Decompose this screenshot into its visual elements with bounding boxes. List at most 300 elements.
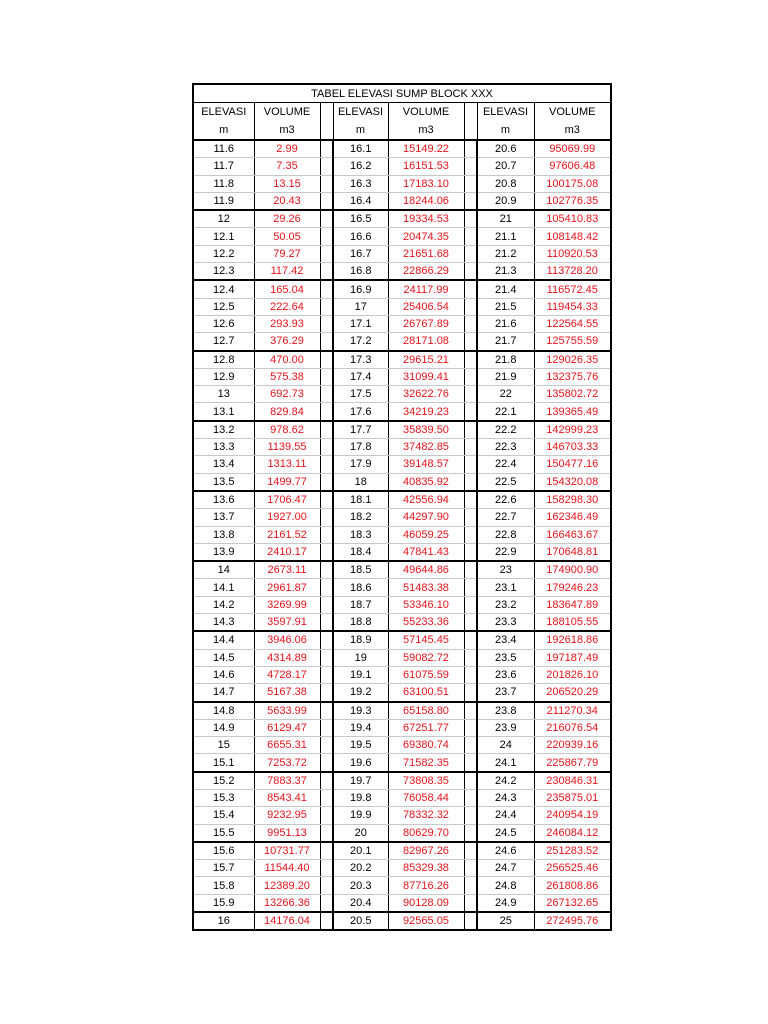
elevasi-cell: 13.4: [193, 456, 254, 473]
volume-cell: 25406.54: [388, 298, 464, 315]
elevasi-cell: 25: [477, 912, 534, 930]
elevasi-cell: 14.4: [193, 631, 254, 649]
elevasi-cell: 11.7: [193, 158, 254, 175]
volume-cell: 216076.54: [534, 719, 611, 736]
table-row: [193, 807, 611, 824]
volume-cell: 40835.92: [388, 473, 464, 491]
elevasi-cell: 19.2: [333, 684, 388, 702]
table-row: [193, 543, 611, 561]
column-gap: [320, 140, 333, 158]
volume-cell: 71582.35: [388, 754, 464, 772]
volume-cell: 11544.40: [254, 860, 320, 877]
column-gap: [464, 807, 477, 824]
elevasi-cell: 16.5: [333, 210, 388, 228]
column-gap: [464, 386, 477, 403]
volume-cell: 197187.49: [534, 649, 611, 666]
elevasi-cell: 15.6: [193, 842, 254, 860]
table-row: [193, 737, 611, 754]
column-gap: [464, 456, 477, 473]
elevasi-cell: 19.4: [333, 719, 388, 736]
column-gap: [320, 192, 333, 210]
volume-cell: 18244.06: [388, 192, 464, 210]
header-elevasi-1: ELEVASI: [193, 103, 254, 122]
elevasi-cell: 24.8: [477, 877, 534, 894]
unit-volume-2: m3: [388, 121, 464, 140]
table-row: [193, 210, 611, 228]
elevasi-cell: 22.4: [477, 456, 534, 473]
table-row: [193, 666, 611, 683]
column-gap: [464, 543, 477, 561]
column-gap: [464, 298, 477, 315]
column-gap: [320, 315, 333, 332]
elevasi-cell: 21.2: [477, 245, 534, 262]
column-gap: [464, 103, 477, 122]
elevasi-cell: 16.1: [333, 140, 388, 158]
column-gap: [320, 491, 333, 509]
volume-cell: 470.00: [254, 351, 320, 369]
elevasi-cell: 12.9: [193, 368, 254, 385]
table-row: [193, 175, 611, 192]
volume-cell: 63100.51: [388, 684, 464, 702]
table-row: [193, 509, 611, 526]
volume-cell: 102776.35: [534, 192, 611, 210]
column-gap: [464, 789, 477, 806]
elevasi-cell: 14.3: [193, 614, 254, 632]
elevasi-cell: 12.7: [193, 333, 254, 351]
table-row: [193, 351, 611, 369]
volume-cell: 85329.38: [388, 860, 464, 877]
column-gap: [320, 860, 333, 877]
volume-cell: 8543.41: [254, 789, 320, 806]
volume-cell: 10731.77: [254, 842, 320, 860]
elevasi-cell: 16.2: [333, 158, 388, 175]
elevasi-cell: 14.8: [193, 702, 254, 720]
column-gap: [320, 912, 333, 930]
table-row: [193, 702, 611, 720]
elevasi-cell: 15: [193, 737, 254, 754]
elevasi-cell: 12.2: [193, 245, 254, 262]
table-row: [193, 280, 611, 298]
elevasi-cell: 13.1: [193, 403, 254, 421]
volume-cell: 2.99: [254, 140, 320, 158]
elevasi-cell: 22.6: [477, 491, 534, 509]
volume-cell: 6129.47: [254, 719, 320, 736]
volume-cell: 165.04: [254, 280, 320, 298]
elevasi-cell: 21.1: [477, 228, 534, 245]
column-gap: [464, 561, 477, 579]
elevasi-cell: 21.9: [477, 368, 534, 385]
volume-cell: 95069.99: [534, 140, 611, 158]
elevasi-cell: 24.4: [477, 807, 534, 824]
column-gap: [464, 702, 477, 720]
column-gap: [320, 754, 333, 772]
volume-cell: 154320.08: [534, 473, 611, 491]
elevasi-cell: 16: [193, 912, 254, 930]
volume-cell: 4314.89: [254, 649, 320, 666]
elevasi-cell: 15.8: [193, 877, 254, 894]
table-row: [193, 368, 611, 385]
column-gap: [464, 263, 477, 281]
elevasi-cell: 24.2: [477, 772, 534, 790]
column-gap: [320, 421, 333, 439]
elevasi-cell: 24.7: [477, 860, 534, 877]
elevasi-cell: 15.5: [193, 824, 254, 842]
column-gap: [464, 121, 477, 140]
volume-cell: 31099.41: [388, 368, 464, 385]
volume-cell: 230846.31: [534, 772, 611, 790]
unit-volume-3: m3: [534, 121, 611, 140]
volume-cell: 100175.08: [534, 175, 611, 192]
column-gap: [320, 403, 333, 421]
volume-cell: 20474.35: [388, 228, 464, 245]
elevasi-cell: 16.6: [333, 228, 388, 245]
elevasi-cell: 20.9: [477, 192, 534, 210]
volume-cell: 79.27: [254, 245, 320, 262]
volume-cell: 3946.06: [254, 631, 320, 649]
column-gap: [464, 631, 477, 649]
column-gap: [464, 614, 477, 632]
elevasi-cell: 22.8: [477, 526, 534, 543]
volume-cell: 1313.11: [254, 456, 320, 473]
elevasi-cell: 17.6: [333, 403, 388, 421]
volume-cell: 50.05: [254, 228, 320, 245]
elevasi-cell: 23.8: [477, 702, 534, 720]
volume-cell: 47841.43: [388, 543, 464, 561]
elevasi-cell: 19: [333, 649, 388, 666]
column-gap: [320, 719, 333, 736]
elevasi-cell: 18.1: [333, 491, 388, 509]
table-row: [193, 140, 611, 158]
elevasi-cell: 18.4: [333, 543, 388, 561]
elevasi-cell: 16.7: [333, 245, 388, 262]
elevasi-cell: 11.6: [193, 140, 254, 158]
volume-cell: 829.84: [254, 403, 320, 421]
elevasi-cell: 20.7: [477, 158, 534, 175]
elevasi-cell: 18.7: [333, 596, 388, 613]
volume-cell: 125755.59: [534, 333, 611, 351]
header-elevasi-3: ELEVASI: [477, 103, 534, 122]
elevasi-cell: 21.7: [477, 333, 534, 351]
volume-cell: 15149.22: [388, 140, 464, 158]
column-gap: [464, 228, 477, 245]
elevasi-cell: 15.4: [193, 807, 254, 824]
elevasi-cell: 23.9: [477, 719, 534, 736]
elevasi-cell: 20.1: [333, 842, 388, 860]
volume-cell: 261808.86: [534, 877, 611, 894]
volume-cell: 206520.29: [534, 684, 611, 702]
elevasi-cell: 17.2: [333, 333, 388, 351]
elevasi-cell: 22.5: [477, 473, 534, 491]
column-gap: [464, 737, 477, 754]
volume-cell: 7.35: [254, 158, 320, 175]
column-gap: [464, 368, 477, 385]
elevasi-cell: 13.9: [193, 543, 254, 561]
unit-elevasi-2: m: [333, 121, 388, 140]
volume-cell: 53346.10: [388, 596, 464, 613]
column-gap: [320, 579, 333, 596]
table-row: [193, 386, 611, 403]
column-gap: [464, 491, 477, 509]
column-gap: [320, 596, 333, 613]
elevasi-cell: 23.2: [477, 596, 534, 613]
volume-cell: 73808.35: [388, 772, 464, 790]
elevasi-cell: 23.6: [477, 666, 534, 683]
column-gap: [320, 298, 333, 315]
column-gap: [464, 649, 477, 666]
volume-cell: 6655.31: [254, 737, 320, 754]
elevasi-cell: 15.3: [193, 789, 254, 806]
elevasi-cell: 13.8: [193, 526, 254, 543]
column-gap: [464, 526, 477, 543]
volume-cell: 132375.76: [534, 368, 611, 385]
volume-cell: 67251.77: [388, 719, 464, 736]
table-row: [193, 877, 611, 894]
elevasi-cell: 21.5: [477, 298, 534, 315]
table-row: [193, 860, 611, 877]
volume-cell: 240954.19: [534, 807, 611, 824]
elevasi-cell: 14.7: [193, 684, 254, 702]
volume-cell: 142999.23: [534, 421, 611, 439]
column-gap: [464, 245, 477, 262]
volume-cell: 92565.05: [388, 912, 464, 930]
volume-cell: 129026.35: [534, 351, 611, 369]
column-gap: [320, 386, 333, 403]
elevasi-cell: 13.3: [193, 439, 254, 456]
volume-cell: 174900.90: [534, 561, 611, 579]
volume-cell: 1927.00: [254, 509, 320, 526]
elevasi-cell: 22: [477, 386, 534, 403]
table-row: [193, 473, 611, 491]
elevasi-cell: 21.6: [477, 315, 534, 332]
elevasi-cell: 17.8: [333, 439, 388, 456]
elevasi-cell: 20.4: [333, 894, 388, 912]
column-gap: [320, 210, 333, 228]
elevasi-cell: 20.2: [333, 860, 388, 877]
elevasi-cell: 11.9: [193, 192, 254, 210]
table-row: [193, 526, 611, 543]
column-gap: [320, 772, 333, 790]
table-row: [193, 684, 611, 702]
column-gap: [464, 210, 477, 228]
table-row: [193, 491, 611, 509]
elevasi-cell: 23.3: [477, 614, 534, 632]
volume-cell: 49644.86: [388, 561, 464, 579]
elevasi-cell: 18.9: [333, 631, 388, 649]
column-gap: [464, 877, 477, 894]
volume-cell: 46059.25: [388, 526, 464, 543]
elevasi-cell: 22.1: [477, 403, 534, 421]
column-gap: [464, 684, 477, 702]
elevasi-cell: 19.3: [333, 702, 388, 720]
elevasi-cell: 18.8: [333, 614, 388, 632]
column-gap: [320, 543, 333, 561]
table-row: [193, 789, 611, 806]
column-gap: [320, 666, 333, 683]
volume-cell: 105410.83: [534, 210, 611, 228]
column-gap: [464, 579, 477, 596]
column-gap: [464, 719, 477, 736]
volume-cell: 246084.12: [534, 824, 611, 842]
column-gap: [320, 280, 333, 298]
volume-cell: 293.93: [254, 315, 320, 332]
volume-cell: 150477.16: [534, 456, 611, 473]
table-row: [193, 894, 611, 912]
column-gap: [320, 684, 333, 702]
column-gap: [464, 421, 477, 439]
elevasi-cell: 17.9: [333, 456, 388, 473]
column-gap: [464, 158, 477, 175]
column-gap: [320, 824, 333, 842]
volume-cell: 51483.38: [388, 579, 464, 596]
volume-cell: 44297.90: [388, 509, 464, 526]
volume-cell: 3269.99: [254, 596, 320, 613]
volume-cell: 19334.53: [388, 210, 464, 228]
volume-cell: 117.42: [254, 263, 320, 281]
volume-cell: 29615.21: [388, 351, 464, 369]
column-gap: [320, 894, 333, 912]
elevasi-cell: 12.8: [193, 351, 254, 369]
table-row: [193, 596, 611, 613]
column-gap: [320, 649, 333, 666]
table-row: [193, 192, 611, 210]
elevasi-cell: 23.5: [477, 649, 534, 666]
volume-cell: 3597.91: [254, 614, 320, 632]
volume-cell: 4728.17: [254, 666, 320, 683]
elevasi-cell: 15.9: [193, 894, 254, 912]
column-gap: [464, 439, 477, 456]
elevasi-cell: 14.5: [193, 649, 254, 666]
elevasi-cell: 19.8: [333, 789, 388, 806]
column-gap: [464, 351, 477, 369]
volume-cell: 225867.79: [534, 754, 611, 772]
volume-cell: 12389.20: [254, 877, 320, 894]
column-gap: [320, 175, 333, 192]
elevasi-cell: 17.4: [333, 368, 388, 385]
elevasi-cell: 21: [477, 210, 534, 228]
volume-cell: 26767.89: [388, 315, 464, 332]
elevasi-cell: 22.2: [477, 421, 534, 439]
volume-cell: 5633.99: [254, 702, 320, 720]
volume-cell: 16151.53: [388, 158, 464, 175]
volume-cell: 37482.85: [388, 439, 464, 456]
volume-cell: 267132.65: [534, 894, 611, 912]
table-row: [193, 614, 611, 632]
volume-cell: 55233.36: [388, 614, 464, 632]
elevasi-cell: 18.3: [333, 526, 388, 543]
table-row: [193, 842, 611, 860]
elevasi-cell: 19.7: [333, 772, 388, 790]
column-gap: [464, 333, 477, 351]
volume-cell: 256525.46: [534, 860, 611, 877]
elevasi-cell: 20.6: [477, 140, 534, 158]
volume-cell: 5167.38: [254, 684, 320, 702]
column-gap: [320, 877, 333, 894]
unit-elevasi-3: m: [477, 121, 534, 140]
volume-cell: 34219.23: [388, 403, 464, 421]
column-gap: [464, 912, 477, 930]
volume-cell: 80629.70: [388, 824, 464, 842]
volume-cell: 162346.49: [534, 509, 611, 526]
column-gap: [320, 614, 333, 632]
volume-cell: 1139.55: [254, 439, 320, 456]
elevasi-cell: 14.6: [193, 666, 254, 683]
column-gap: [464, 824, 477, 842]
volume-cell: 692.73: [254, 386, 320, 403]
elevasi-cell: 16.4: [333, 192, 388, 210]
volume-cell: 135802.72: [534, 386, 611, 403]
volume-cell: 13.15: [254, 175, 320, 192]
header-volume-3: VOLUME: [534, 103, 611, 122]
elevasi-cell: 13.5: [193, 473, 254, 491]
volume-cell: 376.29: [254, 333, 320, 351]
column-gap: [320, 526, 333, 543]
column-gap: [464, 509, 477, 526]
volume-cell: 201826.10: [534, 666, 611, 683]
column-gap: [320, 263, 333, 281]
volume-cell: 2410.17: [254, 543, 320, 561]
elevasi-cell: 23.7: [477, 684, 534, 702]
elevasi-cell: 14.1: [193, 579, 254, 596]
volume-cell: 575.38: [254, 368, 320, 385]
table-row: [193, 263, 611, 281]
elevasi-cell: 21.4: [477, 280, 534, 298]
elevasi-cell: 19.5: [333, 737, 388, 754]
elevasi-cell: 24.9: [477, 894, 534, 912]
column-gap: [320, 842, 333, 860]
volume-cell: 1499.77: [254, 473, 320, 491]
elevasi-cell: 21.8: [477, 351, 534, 369]
column-gap: [320, 456, 333, 473]
elevasi-cell: 12.5: [193, 298, 254, 315]
elevasi-cell: 12.3: [193, 263, 254, 281]
elevasi-cell: 20.8: [477, 175, 534, 192]
elevasi-cell: 18.5: [333, 561, 388, 579]
table-row: [193, 719, 611, 736]
column-gap: [320, 245, 333, 262]
table-row: [193, 403, 611, 421]
elevasi-cell: 22.3: [477, 439, 534, 456]
table-row: [193, 245, 611, 262]
volume-cell: 32622.76: [388, 386, 464, 403]
elevasi-cell: 11.8: [193, 175, 254, 192]
table-row: [193, 228, 611, 245]
table-row: [193, 333, 611, 351]
volume-cell: 116572.45: [534, 280, 611, 298]
volume-cell: 183647.89: [534, 596, 611, 613]
elevasi-cell: 19.1: [333, 666, 388, 683]
elevasi-cell: 23.1: [477, 579, 534, 596]
elevasi-cell: 20: [333, 824, 388, 842]
elevasi-cell: 13: [193, 386, 254, 403]
volume-cell: 119454.33: [534, 298, 611, 315]
table-row: [193, 912, 611, 930]
volume-cell: 57145.45: [388, 631, 464, 649]
elevasi-cell: 18: [333, 473, 388, 491]
elevasi-cell: 13.6: [193, 491, 254, 509]
table-row: [193, 158, 611, 175]
volume-cell: 222.64: [254, 298, 320, 315]
column-gap: [320, 789, 333, 806]
volume-cell: 76058.44: [388, 789, 464, 806]
volume-cell: 978.62: [254, 421, 320, 439]
elevasi-cell: 18.6: [333, 579, 388, 596]
elevasi-cell: 22.9: [477, 543, 534, 561]
volume-cell: 22866.29: [388, 263, 464, 281]
elevasi-cell: 19.6: [333, 754, 388, 772]
volume-cell: 146703.33: [534, 439, 611, 456]
volume-cell: 158298.30: [534, 491, 611, 509]
column-gap: [464, 315, 477, 332]
